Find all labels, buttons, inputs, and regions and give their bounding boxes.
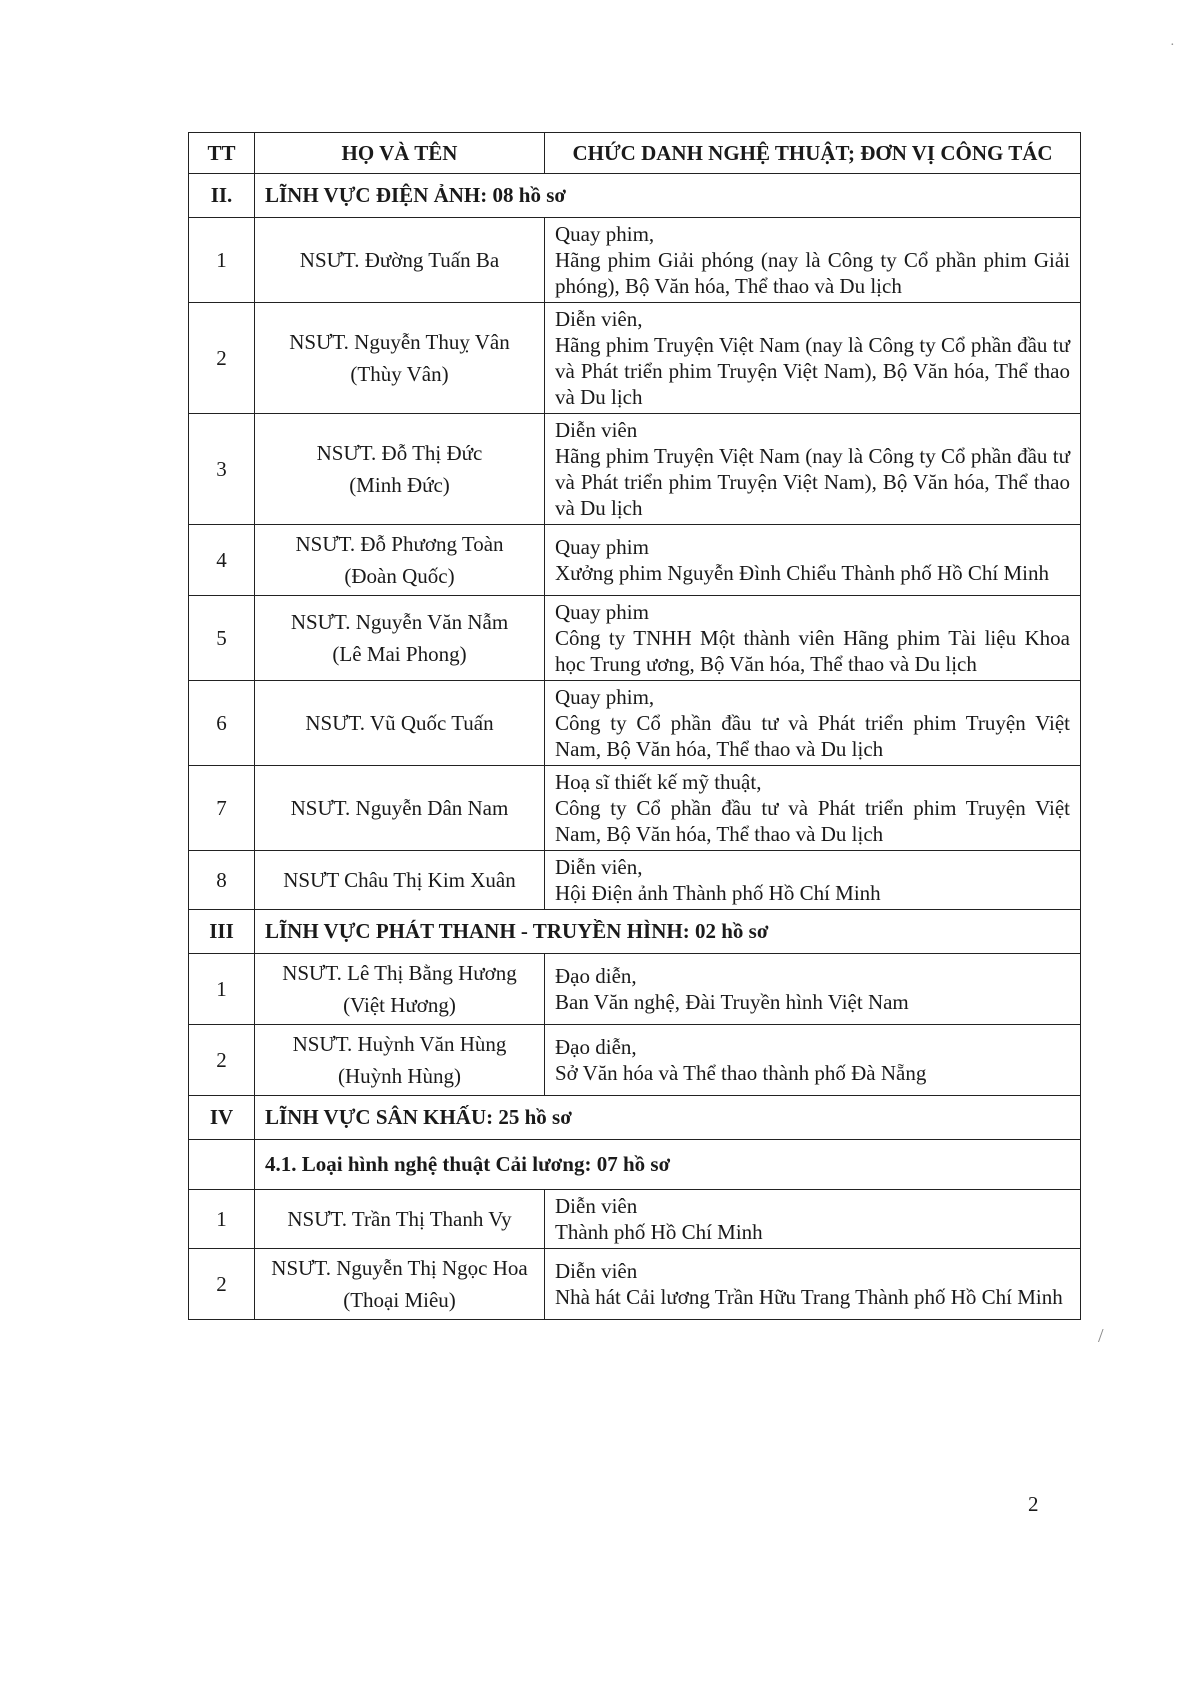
title-unit-cell — [545, 414, 1081, 525]
title-unit-cell — [545, 596, 1081, 681]
person-name-cell — [255, 954, 545, 1025]
person-name-cell — [255, 1025, 545, 1096]
work-unit: Công ty Cổ phần đầu tư và Phát triển phim Truyện Việt Nam, Bộ Văn hóa, Thể thao và Du lịch — [555, 711, 1070, 761]
section-title: LĨNH VỰC SÂN KHẤU: 25 hồ sơ — [255, 1096, 1081, 1140]
title-unit-cell — [545, 766, 1081, 851]
title-unit-cell — [545, 1249, 1081, 1320]
table-row — [189, 303, 1081, 414]
title-unit-cell — [545, 303, 1081, 414]
person-alias: (Huỳnh Hùng) — [337, 1064, 462, 1088]
person-name: NSƯT. Nguyễn Dân Nam — [290, 796, 509, 820]
row-number: 1 — [189, 954, 255, 1025]
person-name: NSƯT. Nguyễn Thuỵ Vân — [289, 330, 510, 354]
person-name-cell — [255, 218, 545, 303]
work-unit: Ban Văn nghệ, Đài Truyền hình Việt Nam — [555, 990, 909, 1014]
pen-mark: / — [1098, 1325, 1104, 1347]
table-row — [189, 851, 1081, 910]
artistic-title: Đạo diễn, — [555, 1035, 637, 1059]
row-number: 1 — [189, 218, 255, 303]
section-number: II. — [189, 174, 255, 218]
row-number: 8 — [189, 851, 255, 910]
work-unit: Thành phố Hồ Chí Minh — [555, 1220, 763, 1244]
artistic-title: Quay phim, — [555, 222, 655, 246]
title-unit-cell — [545, 851, 1081, 910]
row-number: 5 — [189, 596, 255, 681]
table-row — [189, 681, 1081, 766]
person-name: NSƯT. Trần Thị Thanh Vy — [287, 1207, 512, 1231]
work-unit: Công ty Cổ phần đầu tư và Phát triển phim Truyện Việt Nam, Bộ Văn hóa, Thể thao và Du lịch — [555, 796, 1070, 846]
artistic-title: Quay phim — [555, 535, 649, 559]
table-row — [189, 525, 1081, 596]
person-name: NSƯT. Huỳnh Văn Hùng — [292, 1032, 507, 1056]
person-name: NSƯT. Đường Tuấn Ba — [299, 248, 500, 272]
row-number: 2 — [189, 303, 255, 414]
work-unit: Hãng phim Truyện Việt Nam (nay là Công ty Cổ phần đầu tư và Phát triển phim Truyện Việt Nam), Bộ Văn hóa, Thể thao và Du lịch — [555, 333, 1070, 409]
title-unit-cell — [545, 525, 1081, 596]
person-alias: (Thùy Vân) — [350, 362, 449, 386]
person-name: NSƯT. Nguyễn Văn Nẫm — [290, 610, 509, 634]
table-header-row — [189, 133, 1081, 174]
person-name-cell — [255, 303, 545, 414]
page-number: 2 — [1028, 1492, 1039, 1516]
artistic-title: Hoạ sĩ thiết kế mỹ thuật, — [555, 770, 762, 794]
artistic-title: Diễn viên — [555, 418, 638, 442]
person-name-cell — [255, 1190, 545, 1249]
header-title: CHỨC DANH NGHỆ THUẬT; ĐƠN VỊ CÔNG TÁC — [545, 133, 1081, 174]
person-name: NSƯT Châu Thị Kim Xuân — [283, 868, 516, 892]
row-number: 7 — [189, 766, 255, 851]
artistic-title: Quay phim, — [555, 685, 655, 709]
work-unit: Hãng phim Truyện Việt Nam (nay là Công ty Cổ phần đầu tư và Phát triển phim Truyện Việt Nam), Bộ Văn hóa, Thể thao và Du lịch — [555, 444, 1070, 520]
subsection-title: 4.1. Loại hình nghệ thuật Cải lương: 07 hồ sơ — [255, 1140, 1081, 1190]
title-unit-cell — [545, 681, 1081, 766]
section-title: LĨNH VỰC PHÁT THANH - TRUYỀN HÌNH: 02 hồ sơ — [255, 910, 1081, 954]
section-row — [189, 174, 1081, 218]
person-alias: (Thoại Miêu) — [343, 1288, 456, 1312]
artistic-title: Diễn viên — [555, 1194, 638, 1218]
table-row — [189, 1190, 1081, 1249]
person-name-cell — [255, 596, 545, 681]
title-unit-cell — [545, 1190, 1081, 1249]
row-number: 4 — [189, 525, 255, 596]
person-alias: (Việt Hương) — [343, 993, 456, 1017]
work-unit: Xưởng phim Nguyễn Đình Chiểu Thành phố Hồ Chí Minh — [555, 561, 1050, 585]
artistic-title: Đạo diễn, — [555, 964, 637, 988]
scan-speck: · — [1170, 38, 1175, 53]
work-unit: Sở Văn hóa và Thể thao thành phố Đà Nẵng — [555, 1061, 927, 1085]
section-number: IV — [189, 1096, 255, 1140]
table-body — [189, 174, 1081, 1320]
table-row — [189, 218, 1081, 303]
work-unit: Công ty TNHH Một thành viên Hãng phim Tài liệu Khoa học Trung ương, Bộ Văn hóa, Thể thao và Du lịch — [555, 626, 1070, 676]
person-name: NSƯT. Nguyễn Thị Ngọc Hoa — [271, 1256, 528, 1280]
row-number: 6 — [189, 681, 255, 766]
artistic-title: Quay phim — [555, 600, 649, 624]
person-name-cell — [255, 414, 545, 525]
artistic-title: Diễn viên, — [555, 855, 643, 879]
table-row — [189, 414, 1081, 525]
person-alias: (Minh Đức) — [349, 473, 450, 497]
person-alias: (Lê Mai Phong) — [332, 642, 467, 666]
table-row — [189, 766, 1081, 851]
work-unit: Nhà hát Cải lương Trần Hữu Trang Thành phố Hồ Chí Minh — [555, 1285, 1063, 1309]
row-number: 1 — [189, 1190, 255, 1249]
title-unit-cell — [545, 218, 1081, 303]
table-row — [189, 1249, 1081, 1320]
title-unit-cell — [545, 1025, 1081, 1096]
table-row — [189, 1025, 1081, 1096]
artistic-title: Diễn viên, — [555, 307, 643, 331]
header-tt: TT — [189, 133, 255, 174]
title-unit-cell — [545, 954, 1081, 1025]
work-unit: Hội Điện ảnh Thành phố Hồ Chí Minh — [555, 881, 881, 905]
personnel-table — [188, 132, 1081, 1320]
person-alias: (Đoàn Quốc) — [344, 564, 455, 588]
person-name: NSƯT. Vũ Quốc Tuấn — [305, 711, 494, 735]
section-row — [189, 1096, 1081, 1140]
person-name-cell — [255, 1249, 545, 1320]
table-row — [189, 596, 1081, 681]
person-name: NSƯT. Đỗ Phương Toàn — [295, 532, 504, 556]
subsection-row — [189, 1140, 1081, 1190]
person-name-cell — [255, 525, 545, 596]
header-name: HỌ VÀ TÊN — [255, 133, 545, 174]
row-number: 3 — [189, 414, 255, 525]
section-title: LĨNH VỰC ĐIỆN ẢNH: 08 hồ sơ — [255, 174, 1081, 218]
table-row — [189, 954, 1081, 1025]
person-name-cell — [255, 766, 545, 851]
row-number: 2 — [189, 1249, 255, 1320]
person-name: NSƯT. Đỗ Thị Đức — [316, 441, 483, 465]
row-number: 2 — [189, 1025, 255, 1096]
person-name-cell — [255, 681, 545, 766]
artistic-title: Diễn viên — [555, 1259, 638, 1283]
person-name: NSƯT. Lê Thị Bằng Hương — [282, 961, 517, 985]
section-number: III — [189, 910, 255, 954]
subsection-number — [189, 1140, 255, 1190]
person-name-cell — [255, 851, 545, 910]
work-unit: Hãng phim Giải phóng (nay là Công ty Cổ phần phim Giải phóng), Bộ Văn hóa, Thể thao và Du lịch — [555, 248, 1070, 298]
section-row — [189, 910, 1081, 954]
